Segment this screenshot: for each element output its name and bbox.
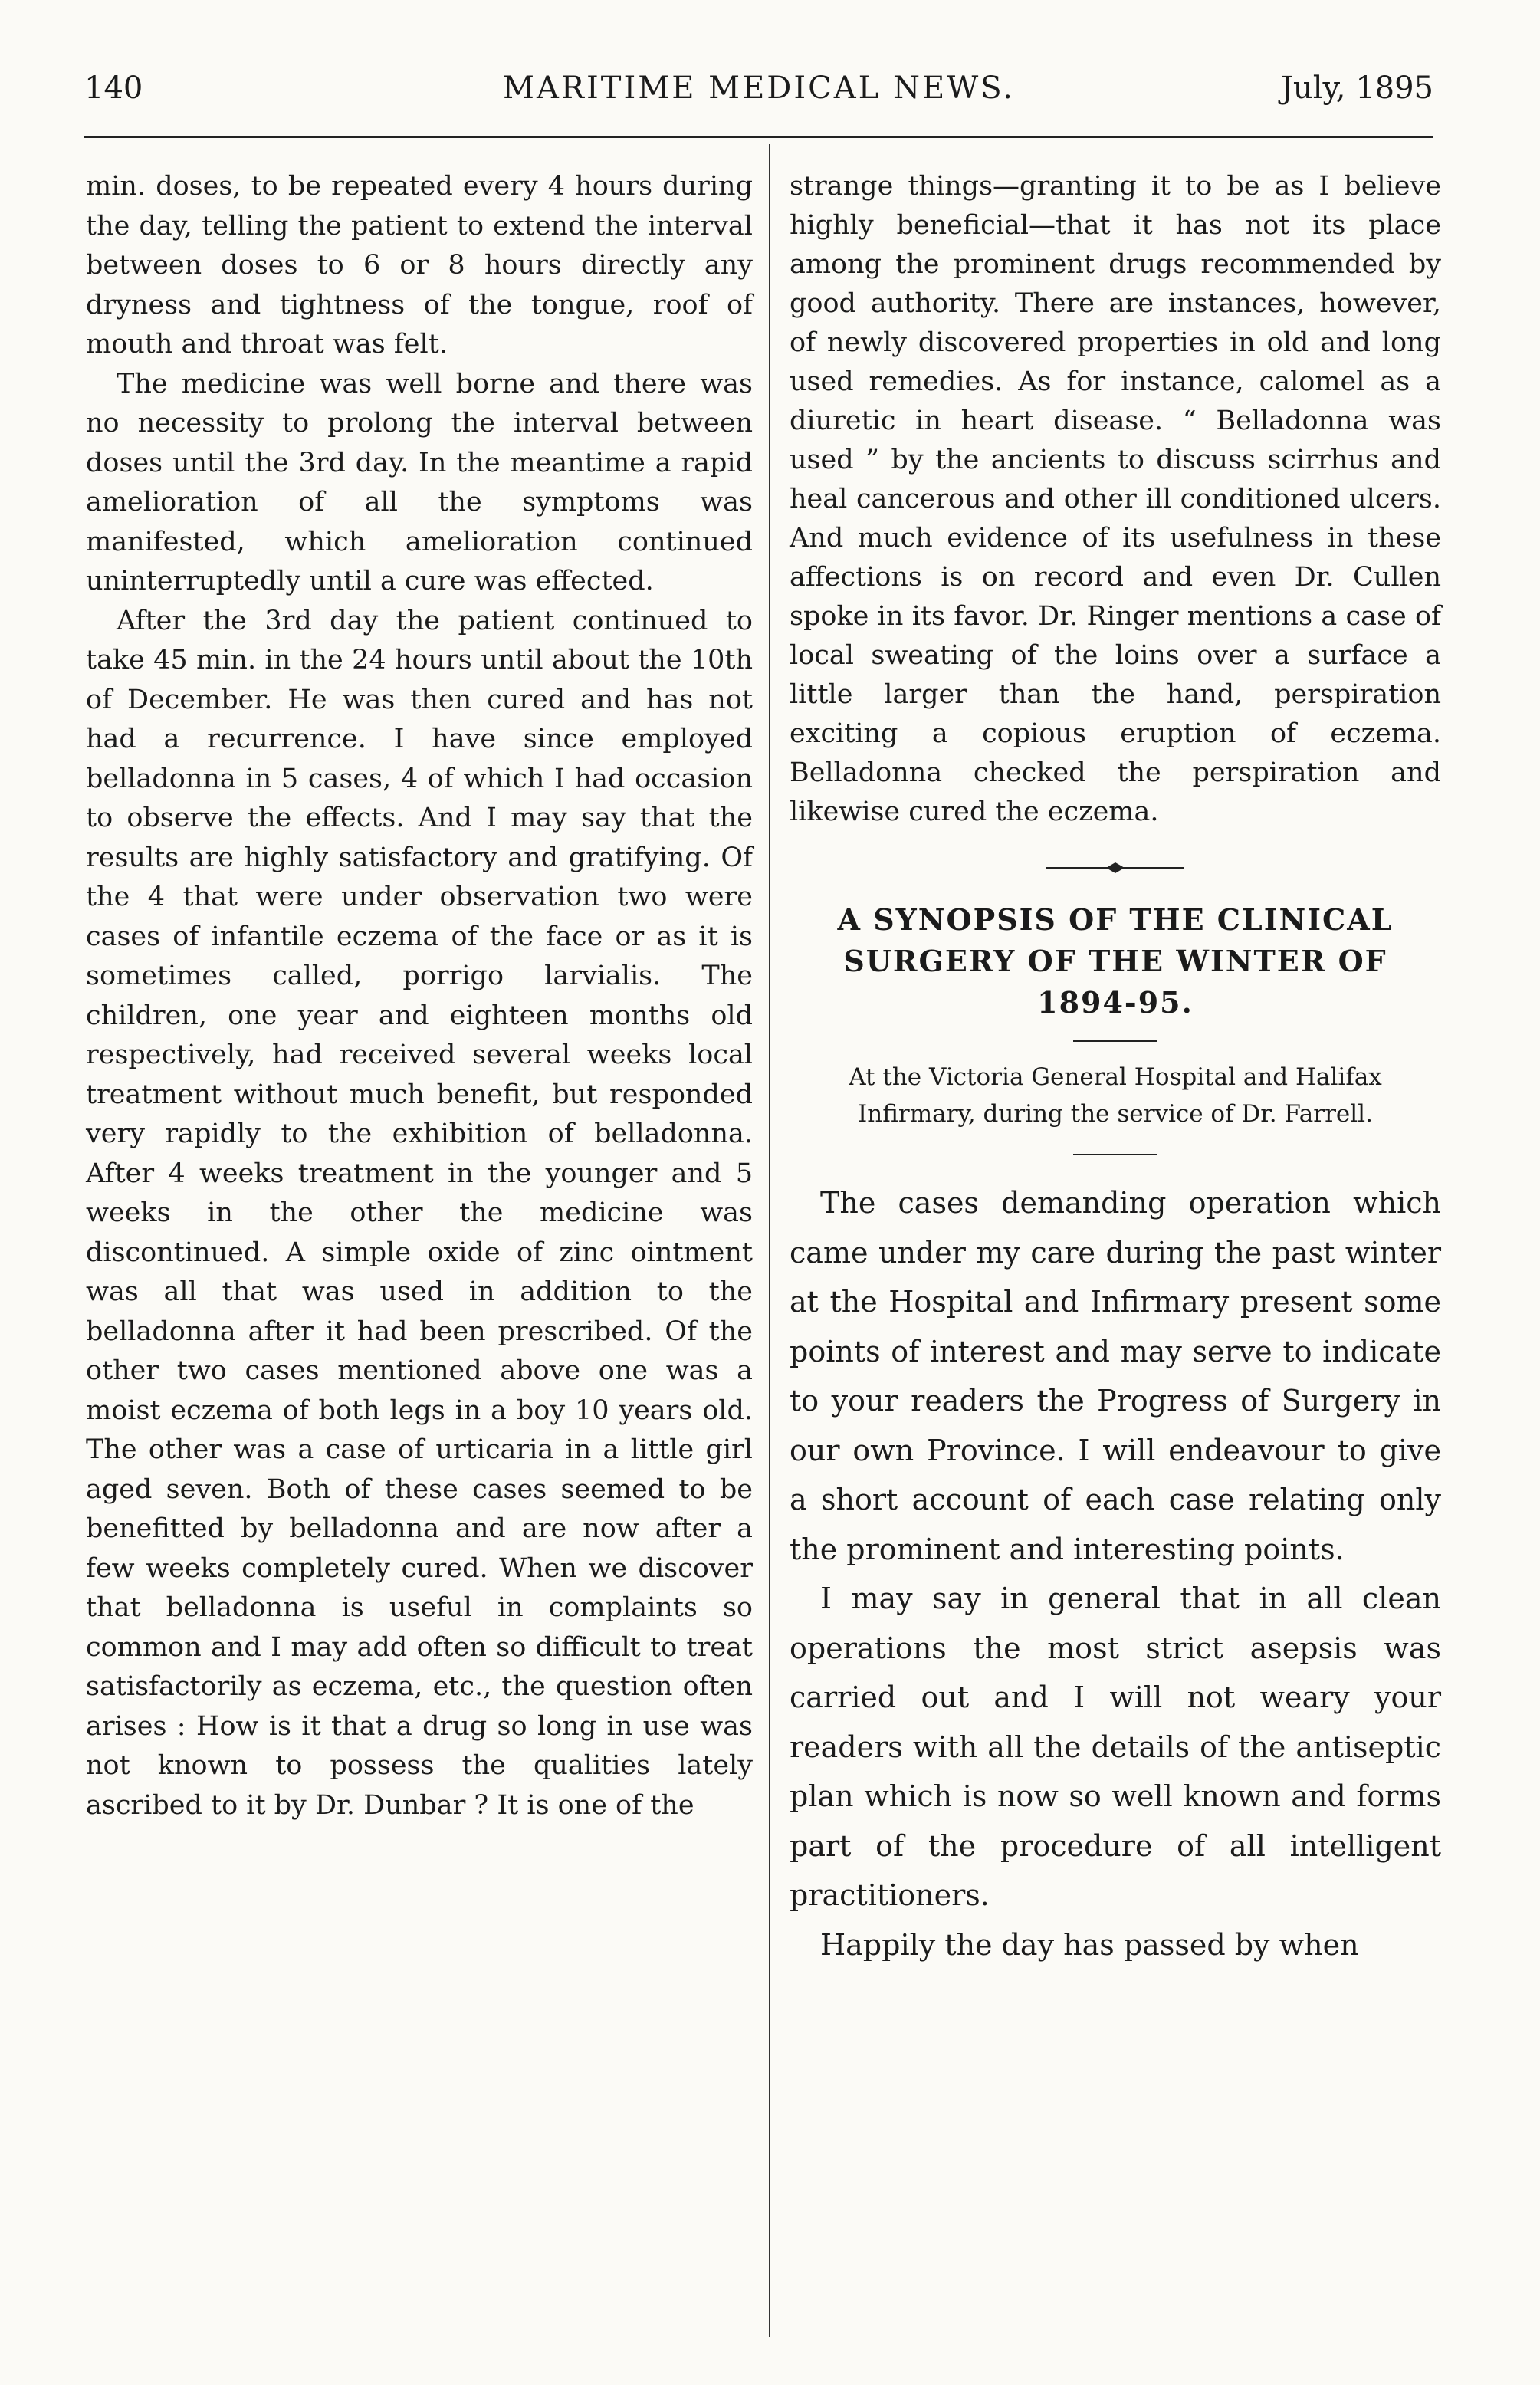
header-rule <box>84 136 1433 138</box>
running-header <box>84 71 1433 132</box>
article-paragraph-1: The cases demanding operation which came under my care during the past winter at the Hospital and Infirmary present some points of interest and may serve to indicate to your readers the Progress of Surgery in our own Province. I will endeavour to give a short account of each case relating only the prominent and interesting points. <box>790 1186 1441 1566</box>
left-paragraph-1: min. doses, to be repeated every 4 hours during the day, telling the patient to extend the interval between doses to 6 or 8 hours directly any dryness and tightness of the tongue, roof of mouth and throat was felt. <box>86 171 753 360</box>
left-column <box>86 167 753 1825</box>
page-number: 140 <box>84 71 143 106</box>
title-rule <box>1073 1040 1157 1042</box>
section-ornament <box>790 846 1441 892</box>
left-paragraph-2: The medicine was well borne and there was no necessity to prolong the interval between doses until the 3rd day. In the meantime a rapid amelioration of all the symptoms was manifested, which amelioration continued uninterruptedly until a cure was effected. <box>86 368 753 596</box>
article-paragraph-2: I may say in general that in all clean operations the most strict asepsis was carried out and I will not weary your readers with all the details of the antiseptic plan which is now so well known and forms part of the procedure of all intelligent practitioners. <box>790 1582 1441 1912</box>
right-column <box>790 167 1441 1969</box>
column-divider <box>769 144 770 2337</box>
journal-title: MARITIME MEDICAL NEWS. <box>503 71 1015 106</box>
issue-date: July, 1895 <box>1280 71 1433 106</box>
article-subtitle: At the Victoria General Hospital and Halifax Infirmary, during the service of Dr. Farrell. <box>849 1063 1382 1128</box>
article-title: A SYNOPSIS OF THE CLINICAL SURGERY OF THE WINTER OF 1894-95. <box>837 902 1394 1020</box>
right-continuation-paragraph: strange things—granting it to be as I believe highly beneficial—that it has not its place among the prominent drugs recommended by good authority. There are instances, however, of newly discovered properties in old and long used remedies. As for instance, calomel as a diuretic in heart disease. “ Belladonna was used ” by the ancients to discuss scirrhus and heal cancerous and other ill conditioned ulcers. And much evidence of its usefulness in these affections is on record and even Dr. Cullen spoke in its favor. Dr. Ringer mentions a case of local sweating of the loins over a surface a little larger than the hand, perspiration exciting a copious eruption of eczema. Belladonna checked the perspiration and likewise cured the eczema. <box>790 171 1441 827</box>
subtitle-rule <box>1073 1154 1157 1155</box>
ornament-icon <box>1046 862 1184 873</box>
left-paragraph-3: After the 3rd day the patient continued to take 45 min. in the 24 hours until about the 10th of December. He was then cured and has not had a recurrence. I have since employed belladonna in 5 cases, 4 of which I had occasion to observe the effects. And I may say that the results are highly satisfactory and gratifying. Of the 4 that were under observation two were cases of infantile eczema of the face or as it is sometimes called, porrigo larvialis. The children, one year and eighteen months old respectively, had received several weeks local treatment without much benefit, but responded very rapidly to the exhibition of belladonna. After 4 weeks treatment in the younger and 5 weeks in the other the medicine was discontinued. A simple oxide of zinc ointment was all that was used in addition to the belladonna after it had been prescribed. Of the other two cases mentioned above one was a moist eczema of both legs in a boy 10 years old. The other was a case of urticaria in a little girl aged seven. Both of these cases seemed to be benefitted by belladonna and are now after a few weeks completely cured. When we discover that belladonna is useful in complaints so common and I may add often so difficult to treat satisfactorily as eczema, etc., the question often arises : How is it that a drug so long in use was not known to possess the qualities lately ascribed to it by Dr. Dunbar ? It is one of the <box>86 605 753 1821</box>
article-paragraph-3: Happily the day has passed by when <box>820 1927 1359 1962</box>
article-body <box>790 1178 1441 1969</box>
